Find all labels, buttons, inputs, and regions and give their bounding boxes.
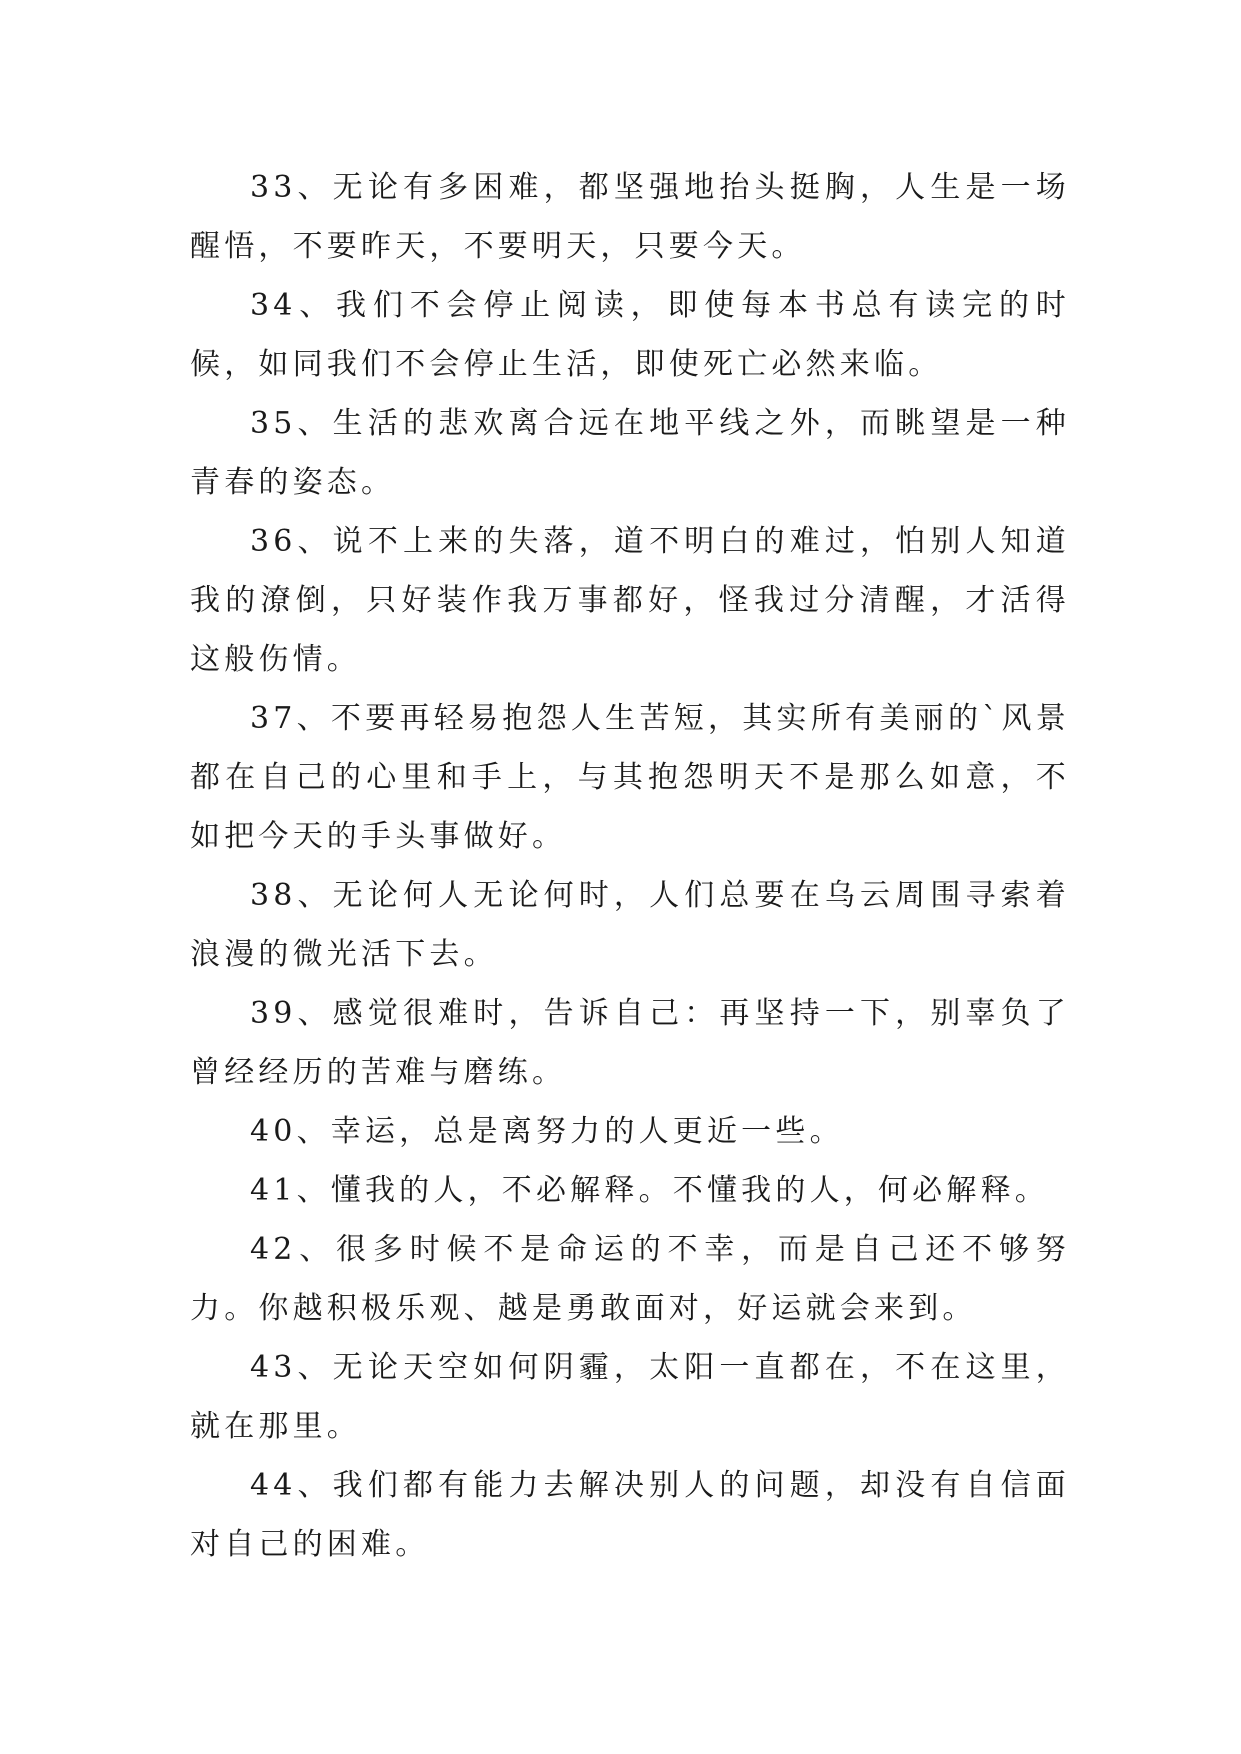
paragraph-40: 40、幸运，总是离努力的人更近一些。: [250, 1114, 844, 1149]
paragraph-34: 34、我们不会停止阅读，即使每本书总有读完的时候，如同我们不会停止生活，即使死亡必然来临。: [190, 288, 1070, 382]
paragraph-33: 33、无论有多困难，都坚强地抬头挺胸，人生是一场醒悟，不要昨天，不要明天，只要今天。: [190, 170, 1070, 264]
paragraph-39: 39、感觉很难时，告诉自己：再坚持一下，别辜负了曾经经历的苦难与磨练。: [190, 996, 1070, 1090]
paragraph-35: 35、生活的悲欢离合远在地平线之外，而眺望是一种青春的姿态。: [190, 406, 1070, 500]
document-body: [190, 158, 1070, 1574]
paragraph-37: 37、不要再轻易抱怨人生苦短，其实所有美丽的`风景都在自己的心里和手上，与其抱怨明天不是那么如意，不如把今天的手头事做好。: [190, 701, 1070, 854]
paragraph-42: 42、很多时候不是命运的不幸，而是自己还不够努力。你越积极乐观、越是勇敢面对，好运就会来到。: [190, 1232, 1070, 1326]
paragraph-36: 36、说不上来的失落，道不明白的难过，怕别人知道我的潦倒，只好装作我万事都好，怪我过分清醒，才活得这般伤情。: [190, 524, 1070, 677]
paragraph-38: 38、无论何人无论何时，人们总要在乌云周围寻索着浪漫的微光活下去。: [190, 878, 1070, 972]
paragraph-44: 44、我们都有能力去解决别人的问题，却没有自信面对自己的困难。: [190, 1468, 1070, 1562]
paragraph-43: 43、无论天空如何阴霾，太阳一直都在，不在这里，就在那里。: [190, 1350, 1070, 1444]
paragraph-41: 41、懂我的人，不必解释。不懂我的人，何必解释。: [250, 1173, 1049, 1208]
